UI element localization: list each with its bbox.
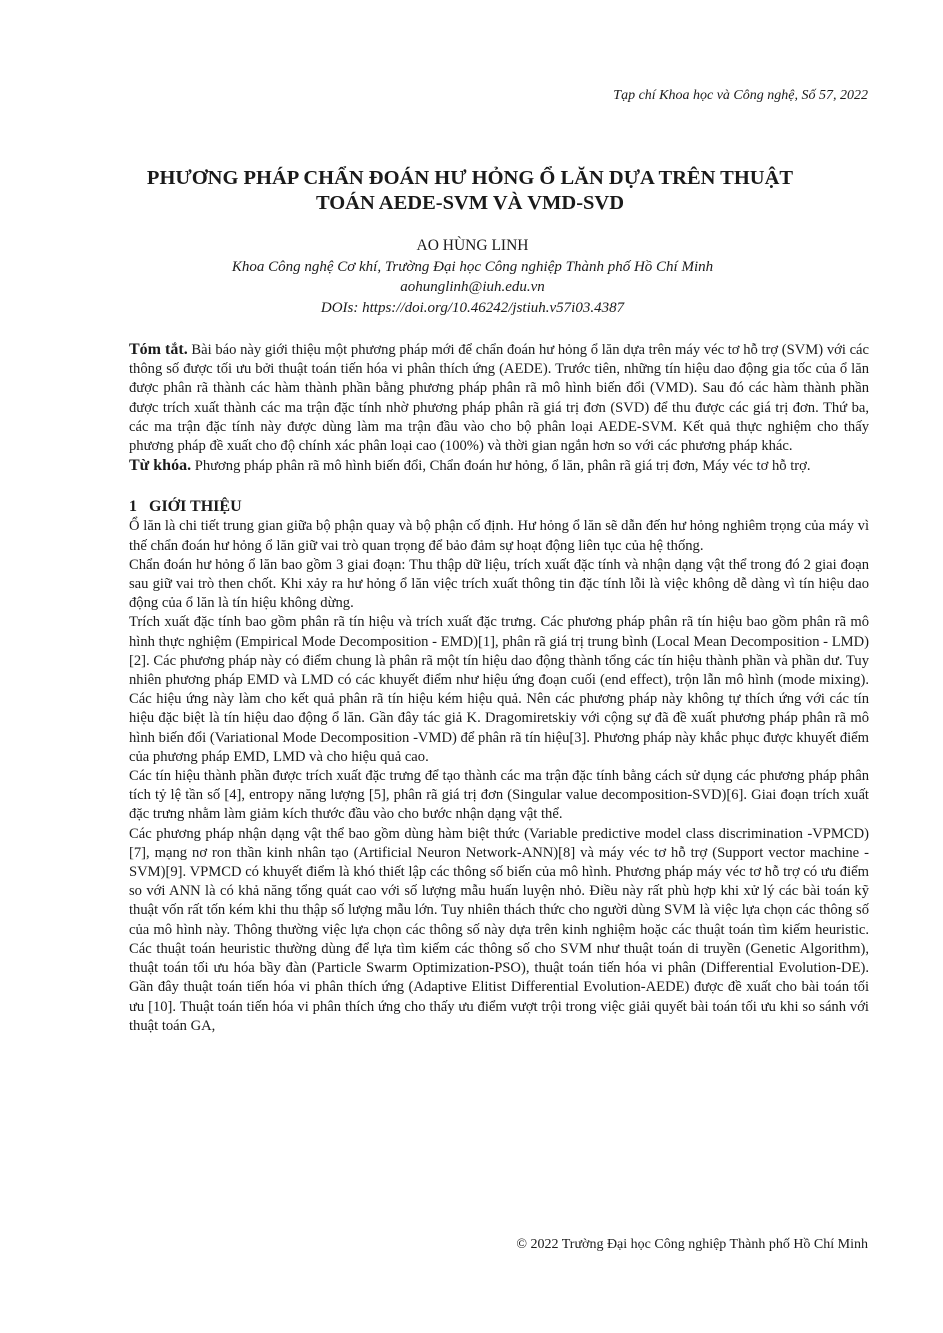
abstract-label: Tóm tắt. [129, 341, 188, 358]
keywords-label: Từ khóa. [129, 457, 192, 475]
paper-title: PHƯƠNG PHÁP CHẨN ĐOÁN HƯ HỎNG Ổ LĂN DỰA TRÊN THUẬT TOÁN AEDE-SVM VÀ VMD-SVD [146, 167, 794, 214]
doi-link[interactable]: DOIs: https://doi.org/10.46242/jstiuh.v57i03.4387 [320, 299, 625, 316]
keywords [129, 456, 869, 476]
paragraph: Các phương pháp nhận dạng vật thể bao gồm dùng hàm biệt thức (Variable predictive model class discrimination -VPMCD)[7], mạng nơ ron thần kinh nhân tạo (Artificial Neuron Network-ANN)[8] và máy véc tơ hỗ trợ (Support vector machine -SVM)[9]. VPMCD có khuyết điểm là khó thiết lập các thông số biến của mô hình. Phương pháp máy véc tơ hỗ trợ có ưu điểm so với ANN là có khả năng tổng quát cao với số lượng mẫu huấn luyện nhỏ. Điều này rất phù hợp khi xử lý các bài toán kỹ thuật vốn rất tốn kém khi thu thập số lượng mẫu lớn. Tuy nhiên thách thức cho người dùng SVM là việc lựa chọn các thông số của mô hình này. Thông thường việc lựa chọn các thông số này dựa trên kinh nghiệm hoặc các thuật toán tìm kiếm heuristic. Các thuật toán heuristic thường dùng để lựa tìm kiếm các thông số cho SVM như thuật toán di truyền (Genetic Algorithm), thuật toán tối ưu hóa bầy đàn (Particle Swarm Optimization-PSO), thuật toán tiến hóa vi phân (Differential Evolution-DE). Gần đây thuật toán tiến hóa vi phân thích ứng (Adaptive Elitist Differential Evolution-AEDE) được đề xuất cho bài toán tối ưu [10]. Thuật toán tiến hóa vi phân thích ứng cho thấy ưu điểm vượt trội trong việc giải quyết bài toán tối ưu khi so sánh với thuật toán GA, [129, 825, 869, 1034]
section-title: GIỚI THIỆU [149, 498, 242, 516]
abstract-text: Bài báo này giới thiệu một phương pháp mới để chẩn đoán hư hỏng ổ lăn dựa trên máy véc tơ hỗ trợ (SVM) với các thông số được tối ưu bởi thuật toán tiến hóa vi phân thích ứng (AEDE). Trước tiên, những tín hiệu dao động gia tốc của ổ lăn được phân rã thành các hàm thành phần bằng phương pháp phân rã mô hình biến đổi (VMD). Sau đó các hàm thành phần được trích xuất thành các ma trận đặc tính nhờ phương pháp phân rã giá trị đơn (SVD) để thu được các giá trị đơn. Thứ ba, các ma trận đặc tính này được dùng làm ma trận đầu vào cho bộ phân loại AEDE-SVM. Kết quả thực nghiệm cho thấy phương pháp đề xuất cho độ chính xác phân loại cao (100%) và thời gian ngắn hơn so với các phương pháp khác. [129, 342, 870, 455]
running-head: Tạp chí Khoa học và Công nghệ, Số 57, 2022 [613, 88, 868, 103]
footer-copyright: © 2022 Trường Đại học Công nghiệp Thành phố Hồ Chí Minh [516, 1237, 868, 1252]
section-heading [129, 497, 869, 517]
author-name: AO HÙNG LINH [416, 237, 529, 254]
abstract [129, 340, 869, 456]
main-content [129, 340, 869, 1036]
paragraph: Chẩn đoán hư hỏng ổ lăn bao gồm 3 giai đoạn: Thu thập dữ liệu, trích xuất đặc tính và nhận dạng vật thể trong đó 2 giai đoạn sau giữ vai trò then chốt. Khi xảy ra hư hỏng ổ lăn việc trích xuất thông tin đặc tính lỗi là việc không dễ dàng vì tín hiệu dao động của ổ lăn là tín hiệu không dừng. [129, 556, 869, 612]
paragraph: Ổ lăn là chi tiết trung gian giữa bộ phận quay và bộ phận cố định. Hư hỏng ổ lăn sẽ dẫn đến hư hỏng nghiêm trọng của máy vì thế chẩn đoán hư hỏng ổ lăn giữ vai trò quan trọng để bảo đảm sự hoạt động liên tục của hệ thống. [129, 518, 869, 554]
keywords-text: Phương pháp phân rã mô hình biến đổi, Chẩn đoán hư hỏng, ổ lăn, phân rã giá trị đơn, Máy véc tơ hỗ trợ. [194, 458, 811, 475]
author-affiliation: Khoa Công nghệ Cơ khí, Trường Đại học Công nghiệp Thành phố Hồ Chí Minh [231, 258, 714, 275]
section-number: 1 [129, 498, 137, 516]
author-email[interactable]: aohunglinh@iuh.edu.vn [400, 279, 545, 295]
paragraph: Các tín hiệu thành phần được trích xuất đặc trưng để tạo thành các ma trận đặc tính bằng cách sử dụng các phương pháp phân tích tỷ lệ tần số [4], entropy năng lượng [5], phân rã giá trị đơn (Singular value decomposition-SVD)[6]. Giai đoạn trích xuất đặc trưng nhằm làm giảm kích thước đầu vào cho bước nhận dạng vật thể. [129, 768, 869, 823]
author-block [150, 236, 795, 318]
paragraph: Trích xuất đặc tính bao gồm phân rã tín hiệu và trích xuất đặc trưng. Các phương pháp phân rã tín hiệu bao gồm phân rã mô hình thực nghiệm (Empirical Mode Decomposition - EMD)[1], phân rã giá trị trung bình (Local Mean Decomposition - LMD)[2]. Các phương pháp này có điểm chung là phân rã một tín hiệu dao động thành tổng các tín hiệu thành phần và phần dư. Tuy nhiên phương pháp EMD và LMD có các khuyết điểm như hiệu ứng đoạn cuối (end effect), trộn lẫn mô hình (mode mixing). Các hiệu ứng này làm cho kết quả phân rã tín hiệu kém hiệu quả. Nên các phương pháp này không tự thích ứng với các tín hiệu đặc biệt là tín hiệu dao động ổ lăn. Gần đây tác giả K. Dragomiretskiy với cộng sự đã đề xuất phương pháp phân rã mô hình biến đổi (Variational Mode Decomposition -VMD) để phân rã tín hiệu[3]. Phương pháp này khắc phục được khuyết điểm của phương pháp EMD, LMD và cho hiệu quả cao. [129, 614, 869, 765]
